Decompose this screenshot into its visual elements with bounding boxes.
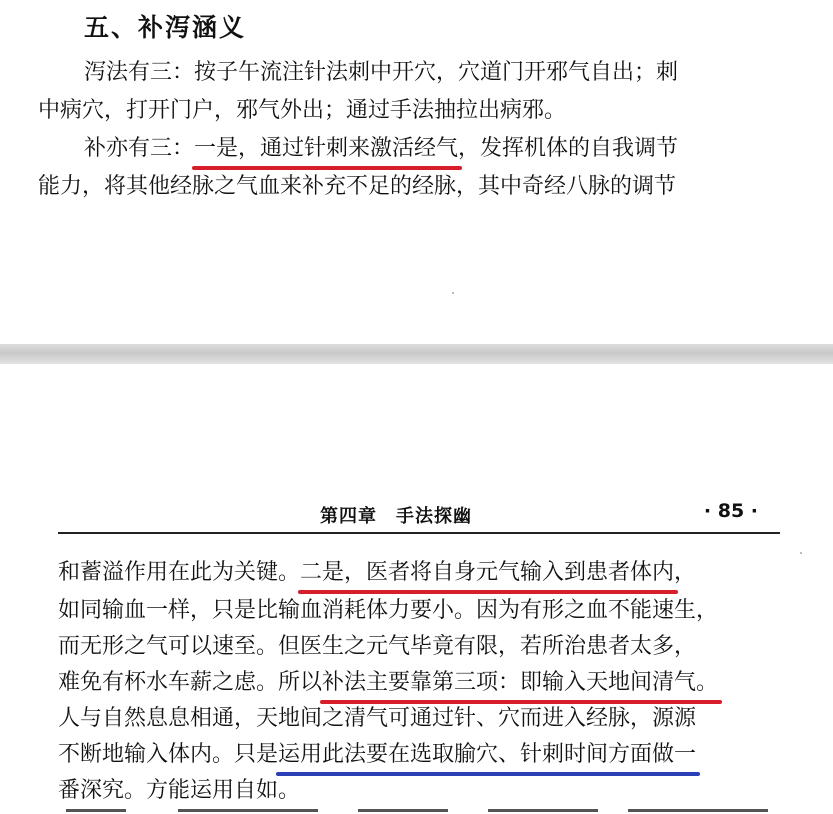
chapter-title: 第四章 手法探幽: [320, 506, 472, 527]
text-line-4: 能力，将其他经脉之气血来补充不足的经脉，其中奇经八脉的调节: [38, 174, 677, 199]
top-page-scan: [0, 0, 833, 344]
text-line-6: [58, 740, 696, 770]
page-separator: [0, 344, 833, 364]
bottom-page-scan: [0, 364, 833, 814]
red-underlined-phrase: 二是，医者将自身元气输入到患者体内: [300, 558, 674, 588]
text-segment: ，: [674, 560, 697, 585]
text-segment: ，发挥机体的自我调节: [458, 136, 679, 161]
text-line-2: 中病穴，打开门户，邪气外出；通过手法抽拉出病邪。: [38, 98, 567, 123]
text-line-4: [58, 668, 718, 698]
blue-underlined-phrase: 运用此法要在选取腧穴、针刺时间方面做一: [278, 740, 696, 770]
section-heading: 五、补泻涵义: [84, 13, 247, 42]
text-line-7: 番深究。方能运用自如。: [58, 778, 301, 803]
cut-off-next-line: [58, 806, 788, 814]
text-segment: 不断地输入体内。只是: [58, 742, 279, 767]
text-line-2: 如同输血一样，只是比输血消耗体力要小。因为有形之血不能速生，: [58, 598, 719, 623]
page-number: · 85 ·: [703, 500, 758, 522]
text-line-3: [84, 134, 678, 164]
running-head: [58, 502, 780, 534]
text-line-3: 而无形之气可以速至。但医生之元气毕竟有限，若所治患者太多，: [58, 634, 697, 659]
text-segment: 和蓄溢作用在此为关键。: [58, 560, 301, 585]
scan-speck: [800, 552, 802, 554]
red-underlined-phrase: 一是，通过针刺来激活经气: [194, 134, 458, 164]
text-line-5: 人与自然息息相通，天地间之清气可通过针、穴而进入经脉，源源: [58, 706, 697, 731]
text-line-1: 泻法有三：按子午流注针法刺中开穴，穴道门开邪气自出；刺: [84, 60, 679, 85]
text-segment: 难免有杯水车薪之虑。所以: [58, 670, 323, 695]
text-line-1: [58, 558, 696, 588]
red-underlined-phrase: 补法主要靠第三项：即输入天地间清气。: [322, 668, 718, 698]
text-segment: 补亦有三：: [84, 136, 195, 161]
scan-speck: [452, 292, 454, 294]
